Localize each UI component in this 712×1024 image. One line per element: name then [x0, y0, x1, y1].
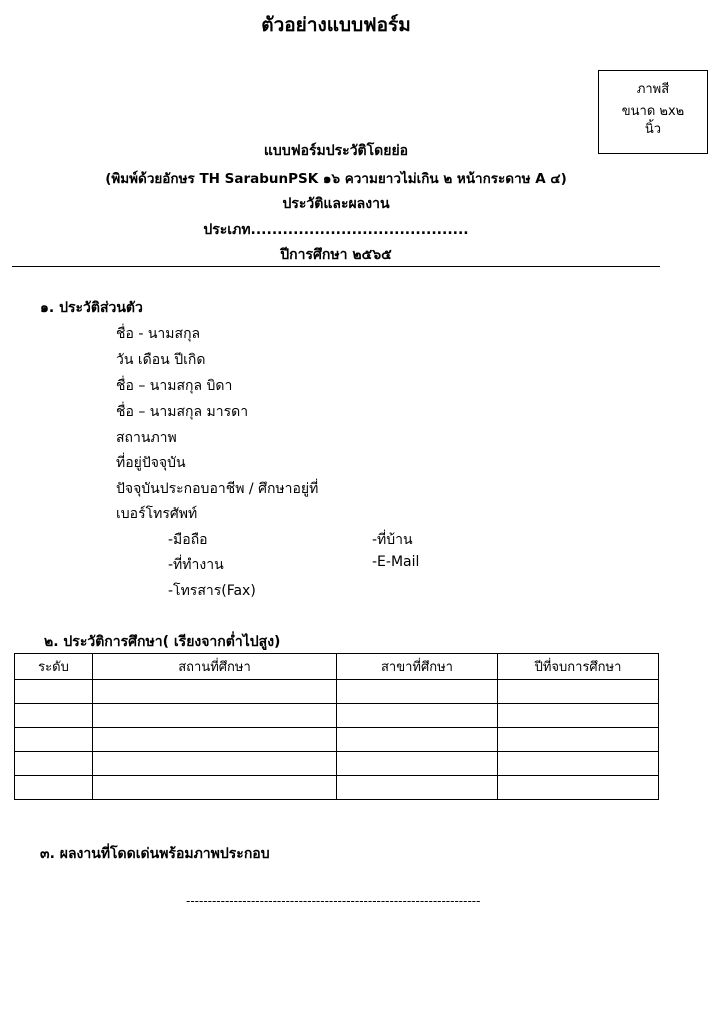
- photo-box-size: ขนาด ๒x๒: [621, 104, 685, 119]
- academic-year: ปีการศึกษา ๒๕๖๕: [280, 247, 392, 263]
- table-cell: [15, 728, 93, 752]
- field-email: -E-Mail: [372, 554, 420, 570]
- table-cell: [337, 728, 498, 752]
- table-header-row: [15, 654, 659, 680]
- table-cell: [498, 704, 659, 728]
- section1-heading: ๑. ประวัติส่วนตัว: [40, 300, 143, 316]
- table-cell: [337, 776, 498, 800]
- form-title: แบบฟอร์มประวัติโดยย่อ: [263, 143, 409, 159]
- table-row: [15, 704, 659, 728]
- field-phone: เบอร์โทรศัพท์: [116, 506, 198, 522]
- table-cell: [498, 752, 659, 776]
- table-cell: [93, 704, 337, 728]
- table-cell: [15, 680, 93, 704]
- table-cell: [498, 728, 659, 752]
- form-subtitle: ประวัติและผลงาน: [282, 196, 390, 212]
- photo-box-label: ภาพสี: [636, 82, 670, 97]
- field-phone-work: -ที่ทำงาน: [168, 557, 224, 573]
- table-cell: [93, 728, 337, 752]
- table-cell: [15, 704, 93, 728]
- table-cell: [93, 680, 337, 704]
- table-row: [15, 728, 659, 752]
- column-header-graduation-year: ปีที่จบการศึกษา: [498, 654, 659, 680]
- table-cell: [93, 752, 337, 776]
- page-title: ตัวอย่างแบบฟอร์ม: [261, 14, 411, 36]
- table-cell: [337, 752, 498, 776]
- table-row: [15, 752, 659, 776]
- table-cell: [498, 680, 659, 704]
- form-instructions: (พิมพ์ด้วยอักษร TH SarabunPSK ๑๖ ความยาวไม่เกิน ๒ หน้ากระดาษ A ๔): [105, 171, 567, 187]
- section3-heading: ๓. ผลงานที่โดดเด่นพร้อมภาพประกอบ: [40, 846, 270, 862]
- separator-dashes: --------------------------------------------------------------------: [186, 894, 481, 908]
- field-phone-home: -ที่บ้าน: [372, 532, 413, 548]
- table-cell: [337, 680, 498, 704]
- photo-box-unit: นิ้ว: [644, 122, 662, 137]
- field-name: ชื่อ - นามสกุล: [116, 326, 201, 342]
- column-header-level: ระดับ: [15, 654, 93, 680]
- field-marital-status: สถานภาพ: [116, 430, 177, 446]
- section2-heading: ๒. ประวัติการศึกษา( เรียงจากต่ำไปสูง): [44, 634, 281, 650]
- table-row: [15, 776, 659, 800]
- table-cell: [498, 776, 659, 800]
- table-cell: [93, 776, 337, 800]
- field-birthdate: วัน เดือน ปีเกิด: [116, 352, 206, 368]
- column-header-major: สาขาที่ศึกษา: [337, 654, 498, 680]
- column-header-institution: สถานที่ศึกษา: [93, 654, 337, 680]
- field-current-address: ที่อยู่ปัจจุบัน: [116, 455, 186, 471]
- table-cell: [337, 704, 498, 728]
- header-divider: [12, 266, 660, 267]
- education-table: [14, 653, 659, 800]
- type-line: ประเภท.........................................: [203, 222, 469, 238]
- field-father-name: ชื่อ – นามสกุล บิดา: [116, 378, 233, 394]
- field-occupation: ปัจจุบันประกอบอาชีพ / ศึกษาอยู่ที่: [116, 481, 319, 497]
- table-cell: [15, 752, 93, 776]
- field-fax: -โทรสาร(Fax): [168, 583, 256, 599]
- table-row: [15, 680, 659, 704]
- table-cell: [15, 776, 93, 800]
- field-phone-mobile: -มือถือ: [168, 532, 208, 548]
- field-mother-name: ชื่อ – นามสกุล มารดา: [116, 404, 249, 420]
